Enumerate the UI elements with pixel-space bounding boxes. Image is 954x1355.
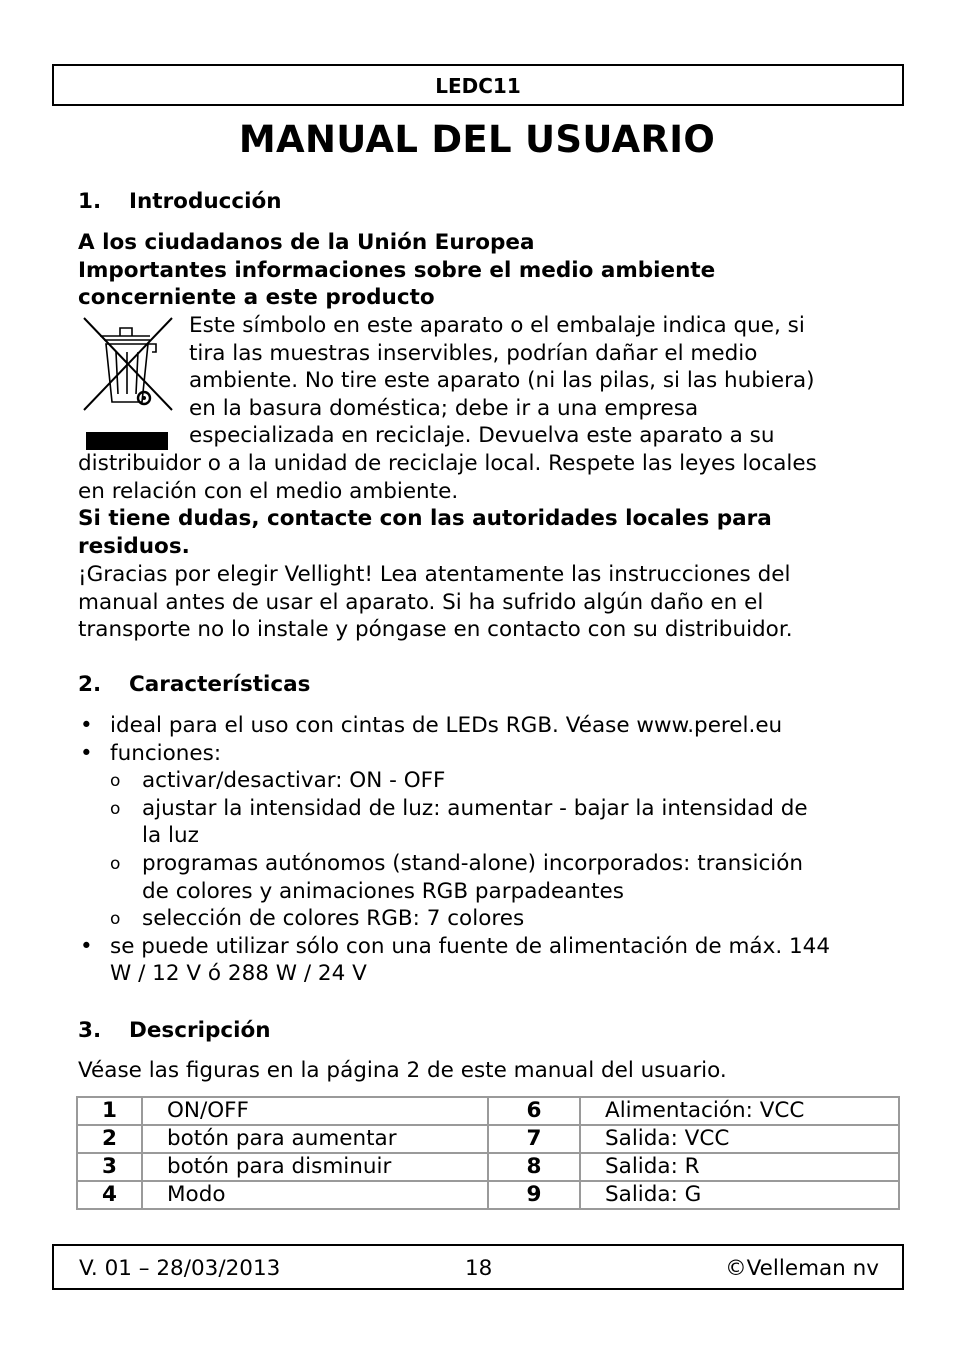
section-heading-descripcion — [78, 1017, 271, 1045]
footer-page-number: 18 — [465, 1256, 493, 1281]
part-number: 9 — [488, 1181, 580, 1209]
section-heading-introduccion — [78, 188, 282, 216]
sub-bullet-glyph: o — [110, 853, 121, 874]
eu-heading-line: Importantes informaciones sobre el medio ambiente — [78, 257, 716, 283]
part-number: 2 — [77, 1125, 142, 1153]
sub-bullet-glyph: o — [110, 798, 121, 819]
description-intro: Véase las figuras en la página 2 de este manual del usuario. — [78, 1058, 727, 1083]
part-number: 4 — [77, 1181, 142, 1209]
thanks-line: ¡Gracias por elegir Vellight! Lea atentamente las instrucciones del — [78, 562, 791, 587]
eu-heading-line: concerniente a este producto — [78, 285, 435, 311]
thanks-paragraph — [78, 561, 878, 644]
feature-subtext: programas autónomos (stand-alone) incorporados: transición — [142, 850, 804, 876]
bullet-glyph: • — [80, 713, 93, 738]
eu-heading-line: A los ciudadanos de la Unión Europea — [78, 230, 535, 255]
feature-subtext: selección de colores RGB: 7 colores — [142, 906, 525, 932]
part-label: Salida: G — [580, 1181, 899, 1209]
table-row — [77, 1097, 899, 1125]
sub-list-item — [78, 767, 898, 795]
part-label: Salida: R — [580, 1153, 899, 1181]
weee-line: distribuidor o a la unidad de reciclaje local. Respete las leyes locales — [78, 451, 817, 476]
doubt-notice — [78, 505, 878, 560]
footer-copyright: ©Velleman nv — [725, 1256, 879, 1281]
list-item — [78, 712, 898, 740]
part-label: Salida: VCC — [580, 1125, 899, 1153]
section-number: 1. — [78, 189, 102, 214]
section-number: 3. — [78, 1018, 102, 1043]
sub-bullet-glyph: o — [110, 909, 121, 930]
section-heading-caracteristicas — [78, 671, 310, 699]
section-title: Características — [129, 672, 311, 697]
weee-line: en la basura doméstica; debe ir a una empresa — [189, 395, 699, 421]
weee-line: especializada en reciclaje. Devuelva este aparato a su — [189, 423, 775, 449]
part-number: 1 — [77, 1097, 142, 1125]
sub-list-item — [78, 905, 898, 933]
weee-line: en relación con el medio ambiente. — [78, 478, 459, 504]
thanks-line: manual antes de usar el aparato. Si ha sufrido algún daño en el — [78, 589, 764, 615]
page-footer — [52, 1244, 904, 1290]
features-list — [78, 712, 898, 988]
part-label: Modo — [142, 1181, 488, 1209]
sub-bullet-glyph: o — [110, 771, 121, 792]
feature-subtext: ajustar la intensidad de luz: aumentar - bajar la intensidad de — [142, 795, 808, 821]
feature-text: ideal para el uso con cintas de LEDs RGB. Véase www.perel.eu — [110, 713, 783, 738]
feature-subtext: de colores y animaciones RGB parpadeantes — [142, 878, 624, 904]
eu-heading — [78, 229, 878, 312]
table-row — [77, 1181, 899, 1209]
list-item — [78, 740, 898, 768]
header-model: LEDC11 — [52, 64, 904, 106]
weee-paragraph-continued — [78, 450, 878, 505]
feature-subtext: la luz — [142, 823, 199, 849]
table-row — [77, 1153, 899, 1181]
part-number: 3 — [77, 1153, 142, 1181]
crossed-out-wheelie-bin-icon — [80, 314, 176, 454]
thanks-line: transporte no lo instale y póngase en contacto con su distribuidor. — [78, 617, 793, 643]
feature-text: funciones: — [110, 740, 222, 766]
weee-paragraph — [189, 312, 889, 450]
table-row — [77, 1125, 899, 1153]
page-title: MANUAL DEL USUARIO — [238, 118, 716, 161]
bullet-glyph: • — [80, 933, 93, 959]
section-number: 2. — [78, 672, 102, 697]
doubt-line: residuos. — [78, 533, 190, 559]
section-title: Introducción — [129, 189, 282, 214]
doubt-line: Si tiene dudas, contacte con las autoridades locales para — [78, 506, 772, 531]
description-table — [76, 1096, 900, 1210]
part-number: 6 — [488, 1097, 580, 1125]
feature-subtext: activar/desactivar: ON - OFF — [142, 768, 446, 794]
feature-text: W / 12 V ó 288 W / 24 V — [110, 961, 367, 987]
section-title: Descripción — [129, 1018, 271, 1043]
part-label: botón para aumentar — [142, 1125, 488, 1153]
part-number: 7 — [488, 1125, 580, 1153]
bullet-glyph: • — [80, 740, 93, 766]
list-item — [78, 933, 898, 988]
part-label: botón para disminuir — [142, 1153, 488, 1181]
weee-bin-icon — [80, 314, 176, 454]
part-number: 8 — [488, 1153, 580, 1181]
part-label: ON/OFF — [142, 1097, 488, 1125]
footer-version: V. 01 – 28/03/2013 — [79, 1256, 281, 1281]
weee-line: tira las muestras inservibles, podrían dañar el medio — [189, 340, 758, 366]
sub-list-item — [78, 795, 898, 850]
feature-text: se puede utilizar sólo con una fuente de alimentación de máx. 144 — [110, 933, 831, 959]
sub-list-item — [78, 850, 898, 905]
weee-line: Este símbolo en este aparato o el embalaje indica que, si — [189, 313, 805, 338]
weee-line: ambiente. No tire este aparato (ni las pilas, si las hubiera) — [189, 368, 815, 394]
part-label: Alimentación: VCC — [580, 1097, 899, 1125]
